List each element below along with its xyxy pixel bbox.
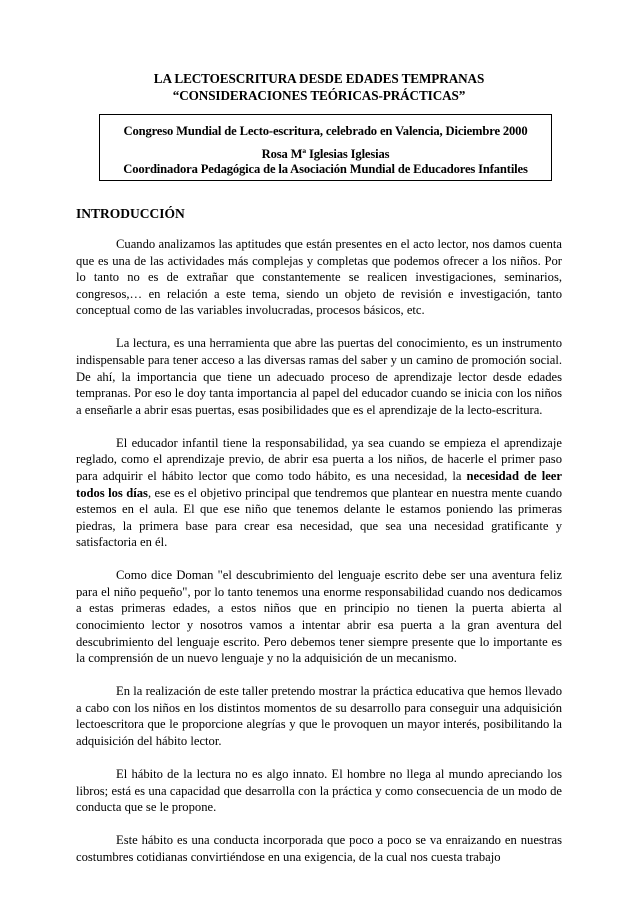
paragraph-6: El hábito de la lectura no es algo innato. El hombre no llega al mundo apreciando los libros; está es una capacidad que desarrolla con la práctica y como consecuencia de un modo de conducta que se le propone. — [76, 766, 562, 815]
congress-line: Congreso Mundial de Lecto-escritura, celebrado en Valencia, Diciembre 2000 — [123, 124, 528, 138]
document-title — [0, 70, 638, 104]
section-heading: INTRODUCCIÓN — [76, 206, 185, 221]
document-body — [76, 236, 562, 865]
paragraph-1: Cuando analizamos las aptitudes que están presentes en el acto lector, nos damos cuenta que es una de las actividades más complejas y completas que podemos ofrecer a los niños. Por lo tanto no es de extrañar que constantemente se realicen investigaciones, seminarios, congresos,… en relación a este tema, siendo un objeto de revisión e investigación, tanto conceptual como de las variables involucradas, procesos básicos, etc. — [76, 237, 562, 318]
paragraph-3-end: , ese es el objetivo principal que tendremos que plantear en nuestra mente cuando estemos en el aula. El que ese niño que tenemos delante le estamos poniendo las primeras piedras, la primera base para crear esa necesidad, que sea una necesidad gratificante y satisfactoria en él. — [76, 485, 563, 550]
paragraph-3-start: El educador infantil tiene la responsabilidad, ya sea cuando se empieza el aprendizaje reglado, como el aprendizaje previo, de abrir esa puerta a los niños, de hacerle el primer paso para adquirir el hábito lector que como todo hábito, es una necesidad, la — [76, 435, 562, 483]
paragraph-7: Este hábito es una conducta incorporada que poco a poco se va enraizando en nuestras costumbres cotidianas convirtiéndose en una exigencia, de la cual nos cuesta trabajo — [76, 833, 562, 864]
author-info-box — [99, 114, 552, 181]
paragraph-2: La lectura, es una herramienta que abre las puertas del conocimiento, es un instrumento indispensable para tener acceso a las diversas ramas del saber y un camino de promoción social. De ahí, la importancia que tiene un adecuado proceso de aprendizaje lector desde edades tempranas. Por eso le doy tanta importancia al papel del educador cuando se inicia con los niños a enseñarle a abrir esas puertas, esas posibilidades que es el aprendizaje de la lecto-escritura. — [76, 336, 562, 417]
paragraph-3 — [76, 435, 562, 551]
title-line-2: “CONSIDERACIONES TEÓRICAS-PRÁCTICAS” — [172, 88, 466, 103]
author-role: Coordinadora Pedagógica de la Asociación Mundial de Educadores Infantiles — [123, 162, 528, 176]
author-name: Rosa Mª Iglesias Iglesias — [261, 147, 390, 161]
paragraph-5: En la realización de este taller pretendo mostrar la práctica educativa que hemos llevado a cabo con los niños en los distintos momentos de su desarrollo para conseguir una adquisición lectoescritora que le proporcione alegrías y que le provoquen un mayor interés, posibilitando la adquisición del hábito lector. — [76, 684, 562, 748]
title-line-1: LA LECTOESCRITURA DESDE EDADES TEMPRANAS — [153, 71, 485, 86]
paragraph-3-emphasis: necesidad de leer todos los días — [76, 468, 562, 500]
paragraph-4: Como dice Doman "el descubrimiento del lenguaje escrito debe ser una aventura feliz para el niño pequeño", por lo tanto tenemos una enorme responsabilidad cuando nos dedicamos a estas primeras edades, a estos niños que en principio no tienen la puerta abierta al conocimiento lector y nosotros vamos a intentar abrir esa puerta a la gran aventura del descubrimiento del lenguaje escrito. Pero debemos tener siempre presente que lo importante es la comprensión de un nuevo lenguaje y no la adquisición de un mecanismo. — [76, 568, 562, 666]
